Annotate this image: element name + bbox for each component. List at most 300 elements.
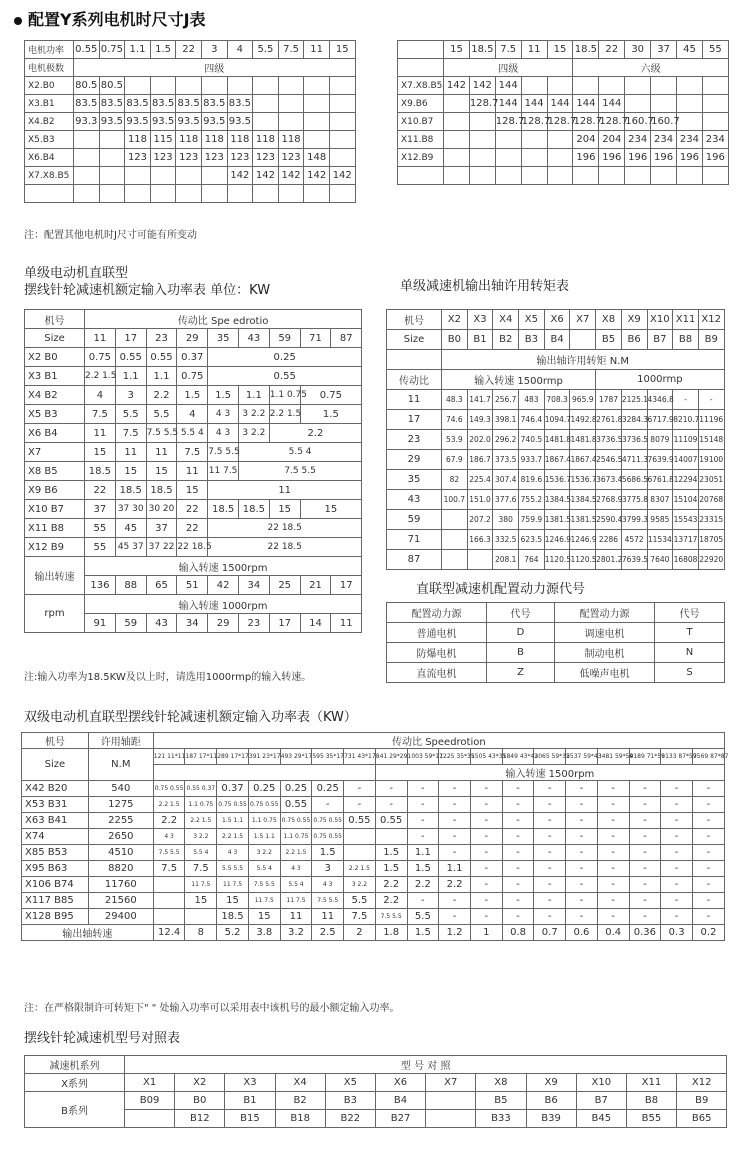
torque-cell: 708.3 xyxy=(544,390,570,410)
value-cell xyxy=(573,77,599,95)
torque-cell: 202.0 xyxy=(467,430,493,450)
torque-cell: 1481.8 xyxy=(544,430,570,450)
torque-cell: 1536.7 xyxy=(544,470,570,490)
value-cell: 142 xyxy=(329,167,355,185)
size-cell: B8 xyxy=(673,330,699,350)
power-cell: - xyxy=(692,877,724,893)
torque-cell: 48.3 xyxy=(442,390,468,410)
torque-cell: 21560 xyxy=(88,893,153,909)
rpm-cell: 17 xyxy=(331,576,362,595)
sec5-note: 注：在严格限制许可转矩下" " 处输入功率可以采用表中该机号的最小额定输入功率。 xyxy=(24,1003,400,1014)
ratio-cell: 121 11*11 xyxy=(153,749,185,765)
blank-cell xyxy=(278,185,304,203)
power-cell: 7.5 xyxy=(153,861,185,877)
power-cell: - xyxy=(566,813,598,829)
power-cell: - xyxy=(629,893,661,909)
table-row xyxy=(22,909,725,925)
source-cell: 直流电机 xyxy=(387,663,487,683)
power-cell: - xyxy=(597,861,629,877)
value-cell: 83.5 xyxy=(150,95,176,113)
sec3-title: 单级减速机输出轴许用转矩表 xyxy=(400,279,570,294)
torque-cell: 53.9 xyxy=(442,430,468,450)
value-cell: 128.7 xyxy=(547,113,573,131)
power-cell: - xyxy=(661,877,693,893)
blank-cell xyxy=(521,167,547,185)
torque-cell: 11760 xyxy=(88,877,153,893)
row-header-cell: 电机功率 xyxy=(25,41,74,59)
model-cell: X3 xyxy=(225,1074,275,1092)
model-cell: B8 xyxy=(626,1092,676,1110)
model-cell: X3 xyxy=(467,310,493,330)
power-cell: 22 18.5 xyxy=(177,538,208,557)
ratio-cell: 43 xyxy=(387,490,442,510)
torque-cell: 1492.8 xyxy=(570,410,596,430)
value-cell xyxy=(74,167,100,185)
value-cell: 234 xyxy=(677,131,703,149)
power-cell: 15 xyxy=(146,462,177,481)
power-cell: - xyxy=(597,781,629,797)
header-row xyxy=(387,370,725,390)
model-cell: X53 B31 xyxy=(22,797,89,813)
value-cell xyxy=(651,77,677,95)
table-row xyxy=(387,450,725,470)
model-cell: X8 xyxy=(596,310,622,330)
model-cell: X117 B85 xyxy=(22,893,89,909)
table-row xyxy=(22,845,725,861)
page-heading xyxy=(14,7,206,30)
ratio-cell: 731 43*17 xyxy=(344,749,376,765)
model-cell: B2 xyxy=(275,1092,325,1110)
value-cell xyxy=(521,77,547,95)
power-cell: - xyxy=(534,829,566,845)
value-cell: 144 xyxy=(547,95,573,113)
table-row xyxy=(387,410,725,430)
model-cell: B1 xyxy=(225,1092,275,1110)
power-cell xyxy=(185,909,217,925)
torque-cell: 819.6 xyxy=(519,470,545,490)
value-cell: 123 xyxy=(227,149,253,167)
rpm-cell: 43 xyxy=(146,614,177,633)
model-cell xyxy=(125,1110,175,1128)
value-cell xyxy=(547,149,573,167)
power-cell: - xyxy=(534,845,566,861)
ratio-cell: 43 xyxy=(238,329,269,348)
ratio-cell: 17 xyxy=(387,410,442,430)
blank-cell xyxy=(74,185,100,203)
power-cell: - xyxy=(534,909,566,925)
value-cell: 144 xyxy=(521,95,547,113)
power-cell: 2.2 1.5 xyxy=(269,405,300,424)
value-cell: 196 xyxy=(573,149,599,167)
model-cell: X10 xyxy=(647,310,673,330)
power-cell: 37 xyxy=(146,519,177,538)
power-cell: - xyxy=(661,893,693,909)
model-cell: X12 xyxy=(677,1074,727,1092)
model-cell: B45 xyxy=(576,1110,626,1128)
power-cell: 11 7.5 xyxy=(217,877,249,893)
header-cell: 输入转速 1500rmp xyxy=(442,370,596,390)
power-cell: - xyxy=(566,781,598,797)
model-cell: X7 xyxy=(25,443,85,462)
header-row xyxy=(22,749,725,765)
ratio-cell: 87 xyxy=(387,550,442,570)
source-cell: 制动电机 xyxy=(555,643,655,663)
torque-cell: 207.2 xyxy=(467,510,493,530)
value-cell xyxy=(329,113,355,131)
model-cell: X4 xyxy=(275,1074,325,1092)
power-cell: 7.5 5.5 xyxy=(375,909,407,925)
torque-cell: 82 xyxy=(442,470,468,490)
blank-cell xyxy=(25,185,74,203)
row-header-cell: rpm xyxy=(25,595,85,633)
power-cell: 0.25 xyxy=(208,348,362,367)
value-cell xyxy=(495,149,521,167)
value-cell xyxy=(278,95,304,113)
table-row xyxy=(387,510,725,530)
power-cell: 11 7.5 xyxy=(208,462,239,481)
header-cell: 代号 xyxy=(655,603,725,623)
power-cell: - xyxy=(692,797,724,813)
model-cell: X6.B4 xyxy=(25,149,74,167)
power-cell: 0.25 xyxy=(280,781,312,797)
header-row xyxy=(387,330,725,350)
power-cell: - xyxy=(470,877,502,893)
value-cell: 118 xyxy=(201,131,227,149)
model-cell: B33 xyxy=(476,1110,526,1128)
model-cell: B12 xyxy=(175,1110,225,1128)
torque-cell: 2255 xyxy=(88,813,153,829)
model-cell: B27 xyxy=(375,1110,425,1128)
value-cell: 128.7 xyxy=(573,113,599,131)
power-cell: 45 37 xyxy=(115,538,146,557)
torque-cell: 1246.9 xyxy=(544,530,570,550)
table-row xyxy=(387,430,725,450)
ratio-cell: 493 29*17 xyxy=(280,749,312,765)
ratio-cell: 1505 43*35 xyxy=(470,749,502,765)
value-cell: 142 xyxy=(278,167,304,185)
header-cell: 4 xyxy=(227,41,253,59)
rpm-cell: 88 xyxy=(115,576,146,595)
blank-row xyxy=(398,167,729,185)
header-row xyxy=(25,41,356,59)
rpm-cell: 59 xyxy=(115,614,146,633)
power-cell: 2.2 xyxy=(407,877,439,893)
power-cell: - xyxy=(629,797,661,813)
power-cell: - xyxy=(597,877,629,893)
power-cell: 18.5 xyxy=(208,500,239,519)
torque-cell: 377.6 xyxy=(493,490,519,510)
ratio-cell: 29 xyxy=(177,329,208,348)
model-cell: X3.B1 xyxy=(25,95,74,113)
header-cell: 45 xyxy=(677,41,703,59)
power-cell: 0.55 xyxy=(375,813,407,829)
power-cell: 4 3 xyxy=(280,861,312,877)
power-cell: - xyxy=(566,909,598,925)
torque-cell: 8307 xyxy=(647,490,673,510)
model-cell: X42 B20 xyxy=(22,781,89,797)
value-cell xyxy=(521,149,547,167)
sec2-title-1: 单级电动机直联型 xyxy=(24,266,129,281)
blank-cell xyxy=(153,765,375,781)
header-row xyxy=(22,733,725,749)
torque-cell: 2125.1 xyxy=(621,390,647,410)
size-cell: B9 xyxy=(698,330,724,350)
model-cell: X11 xyxy=(673,310,699,330)
torque-cell: 1384.5 xyxy=(544,490,570,510)
blank-cell xyxy=(329,185,355,203)
speed-cell: 0.8 xyxy=(502,925,534,941)
table-row xyxy=(22,925,725,941)
header-cell: 0.55 xyxy=(74,41,100,59)
power-cell: - xyxy=(629,877,661,893)
model-cell: X12 xyxy=(698,310,724,330)
power-cell: 0.55 xyxy=(146,348,177,367)
model-cell: X12 B9 xyxy=(25,538,85,557)
table-row xyxy=(387,623,725,643)
speed-cell: 0.6 xyxy=(566,925,598,941)
rpm-cell: 91 xyxy=(85,614,116,633)
ratio-cell: 2537 59*43 xyxy=(566,749,598,765)
model-cell: X7.X8.B5 xyxy=(25,167,74,185)
model-cell: X9.B6 xyxy=(398,95,444,113)
ratio-cell: 11 xyxy=(387,390,442,410)
torque-cell: 2650 xyxy=(88,829,153,845)
table-row xyxy=(25,519,362,538)
power-cell: 0.55 xyxy=(115,348,146,367)
model-cell: X9 B6 xyxy=(25,481,85,500)
torque-cell: 307.4 xyxy=(493,470,519,490)
value-cell: 234 xyxy=(702,131,728,149)
power-cell: - xyxy=(597,797,629,813)
header-row xyxy=(25,59,356,77)
blank-row xyxy=(25,185,356,203)
value-cell: 144 xyxy=(599,95,625,113)
power-cell: - xyxy=(629,781,661,797)
torque-cell: 332.5 xyxy=(493,530,519,550)
ratio-cell: 59 xyxy=(269,329,300,348)
power-cell: 0.25 xyxy=(312,781,344,797)
power-cell: - xyxy=(470,829,502,845)
power-cell: - xyxy=(629,845,661,861)
header-cell: 输入转速 1500rpm xyxy=(375,765,724,781)
size-cell xyxy=(570,330,596,350)
power-cell: 45 xyxy=(115,519,146,538)
power-cell: - xyxy=(692,861,724,877)
value-cell xyxy=(304,131,330,149)
value-cell xyxy=(329,131,355,149)
table-row xyxy=(22,797,725,813)
value-cell: 144 xyxy=(495,77,521,95)
ratio-cell: 71 xyxy=(387,530,442,550)
blank-cell xyxy=(677,167,703,185)
power-cell: 18.5 xyxy=(238,500,269,519)
torque-cell: 1384.5 xyxy=(570,490,596,510)
model-cell: B18 xyxy=(275,1110,325,1128)
torque-cell: 74.6 xyxy=(442,410,468,430)
torque-cell: 380 xyxy=(493,510,519,530)
power-cell: 1.1 xyxy=(115,367,146,386)
model-cell: X11.B8 xyxy=(398,131,444,149)
power-cell: 5.5 4 xyxy=(280,877,312,893)
torque-cell: 3736.5 xyxy=(596,430,622,450)
model-cell: B3 xyxy=(325,1092,375,1110)
torque-cell: 4572 xyxy=(621,530,647,550)
header-cell: 传动比 Spe edrotio xyxy=(85,310,362,329)
torque-cell: 1120.5 xyxy=(544,550,570,570)
power-cell: 22 xyxy=(85,481,116,500)
value-cell: 234 xyxy=(625,131,651,149)
power-cell: 1.5 1.1 xyxy=(248,829,280,845)
row-header-cell: 电机极数 xyxy=(25,59,74,77)
power-cell: 11 xyxy=(177,462,208,481)
model-cell: X7.X8.B5 xyxy=(398,77,444,95)
torque-cell: 9585 xyxy=(647,510,673,530)
power-cell: 22 xyxy=(177,500,208,519)
header-cell: 0.75 xyxy=(99,41,125,59)
value-cell: 83.5 xyxy=(176,95,202,113)
value-cell: 196 xyxy=(651,149,677,167)
power-cell: 7.5 5.5 xyxy=(153,845,185,861)
header-cell: 30 xyxy=(625,41,651,59)
speed-cell: 0.7 xyxy=(534,925,566,941)
power-cell: - xyxy=(470,845,502,861)
header-cell: 18.5 xyxy=(469,41,495,59)
power-cell: 1.5 xyxy=(208,386,239,405)
source-cell: 调速电机 xyxy=(555,623,655,643)
blank-cell xyxy=(150,185,176,203)
table-row xyxy=(387,663,725,683)
header-cell: 减速机系列 xyxy=(25,1056,125,1074)
header-cell: 1.1 xyxy=(125,41,151,59)
power-cell: 1.1 0.75 xyxy=(269,386,300,405)
power-cell: 1.5 xyxy=(177,386,208,405)
power-cell: 2.2 xyxy=(375,893,407,909)
torque-cell: 1381.5 xyxy=(570,510,596,530)
ratio-cell: 11 xyxy=(85,329,116,348)
torque-cell xyxy=(467,550,493,570)
torque-cell: 755.2 xyxy=(519,490,545,510)
torque-cell: 296.2 xyxy=(493,430,519,450)
torque-cell: 8079 xyxy=(647,430,673,450)
table-row xyxy=(25,500,362,519)
power-cell xyxy=(375,829,407,845)
blank-cell xyxy=(253,185,279,203)
ratio-cell: 1849 43*43 xyxy=(502,749,534,765)
header-cell: 15 xyxy=(547,41,573,59)
power-cell: 2.2 xyxy=(439,877,471,893)
power-cell: - xyxy=(375,781,407,797)
ratio-cell: 35 xyxy=(208,329,239,348)
power-cell: - xyxy=(692,845,724,861)
value-cell: 118 xyxy=(278,131,304,149)
torque-cell: 759.9 xyxy=(519,510,545,530)
value-cell xyxy=(304,95,330,113)
power-cell: - xyxy=(534,781,566,797)
value-cell: 160.7 xyxy=(625,113,651,131)
power-cell: 3 2.2 xyxy=(238,405,269,424)
header-cell: 型 号 对 照 xyxy=(125,1056,727,1074)
rpm-cell: 21 xyxy=(300,576,331,595)
torque-cell: 740.5 xyxy=(519,430,545,450)
torque-cell: 141.7 xyxy=(467,390,493,410)
power-cell: 11 xyxy=(280,909,312,925)
speed-cell: 1.8 xyxy=(375,925,407,941)
model-cell xyxy=(426,1110,476,1128)
table-row xyxy=(398,149,729,167)
table-row xyxy=(25,348,362,367)
value-cell: 128.7 xyxy=(599,113,625,131)
table-row xyxy=(25,77,356,95)
torque-cell: 540 xyxy=(88,781,153,797)
value-cell xyxy=(150,167,176,185)
power-cell: 1.5 xyxy=(407,861,439,877)
blank-cell xyxy=(387,350,442,370)
size-cell: B0 xyxy=(442,330,468,350)
power-cell: - xyxy=(534,813,566,829)
header-row xyxy=(25,310,362,329)
table-row xyxy=(25,95,356,113)
power-cell: 3 xyxy=(115,386,146,405)
power-cell: 2.2 xyxy=(269,424,361,443)
torque-cell: 16808 xyxy=(673,550,699,570)
value-cell xyxy=(625,95,651,113)
torque-cell: 1867.4 xyxy=(544,450,570,470)
value-cell xyxy=(278,77,304,95)
power-cell: 5.5 4 xyxy=(248,861,280,877)
power-cell: 2.2 xyxy=(375,877,407,893)
power-cell: 7.5 5.5 xyxy=(146,424,177,443)
power-cell: - xyxy=(312,797,344,813)
torque-cell: 398.1 xyxy=(493,410,519,430)
code-cell: D xyxy=(487,623,555,643)
power-cell: - xyxy=(407,829,439,845)
power-cell: 3 2.2 xyxy=(185,829,217,845)
torque-cell: 4346.8 xyxy=(647,390,673,410)
power-cell: 15 xyxy=(115,462,146,481)
torque-cell: 965.9 xyxy=(570,390,596,410)
blank-cell xyxy=(547,167,573,185)
power-cell: 2.2 1.5 xyxy=(85,367,116,386)
row-header-cell: 输出轴转速 xyxy=(22,925,154,941)
power-cell: 7.5 5.5 xyxy=(248,877,280,893)
power-cell: 0.37 xyxy=(217,781,249,797)
table-row xyxy=(398,95,729,113)
ratio-cell: 1003 59*17 xyxy=(407,749,439,765)
value-cell: 93.5 xyxy=(227,113,253,131)
table-row xyxy=(387,470,725,490)
power-cell: 18.5 xyxy=(85,462,116,481)
torque-cell: 1246.9 xyxy=(570,530,596,550)
power-cell: - xyxy=(407,893,439,909)
value-cell xyxy=(469,113,495,131)
power-cell: - xyxy=(439,845,471,861)
speed-cell: 1 xyxy=(470,925,502,941)
ratio-cell: 29 xyxy=(387,450,442,470)
table-row xyxy=(25,149,356,167)
ratio-cell: 7569 87*87 xyxy=(692,749,724,765)
torque-cell: 373.5 xyxy=(493,450,519,470)
value-cell xyxy=(74,149,100,167)
value-cell xyxy=(547,131,573,149)
power-cell: - xyxy=(661,797,693,813)
torque-cell: 11534 xyxy=(647,530,673,550)
size-cell: B5 xyxy=(596,330,622,350)
rpm-cell: 34 xyxy=(177,614,208,633)
header-cell: 六级 xyxy=(573,59,728,77)
ratio-cell: 289 17*17 xyxy=(217,749,249,765)
model-cell: B15 xyxy=(225,1110,275,1128)
power-cell: 15 xyxy=(185,893,217,909)
